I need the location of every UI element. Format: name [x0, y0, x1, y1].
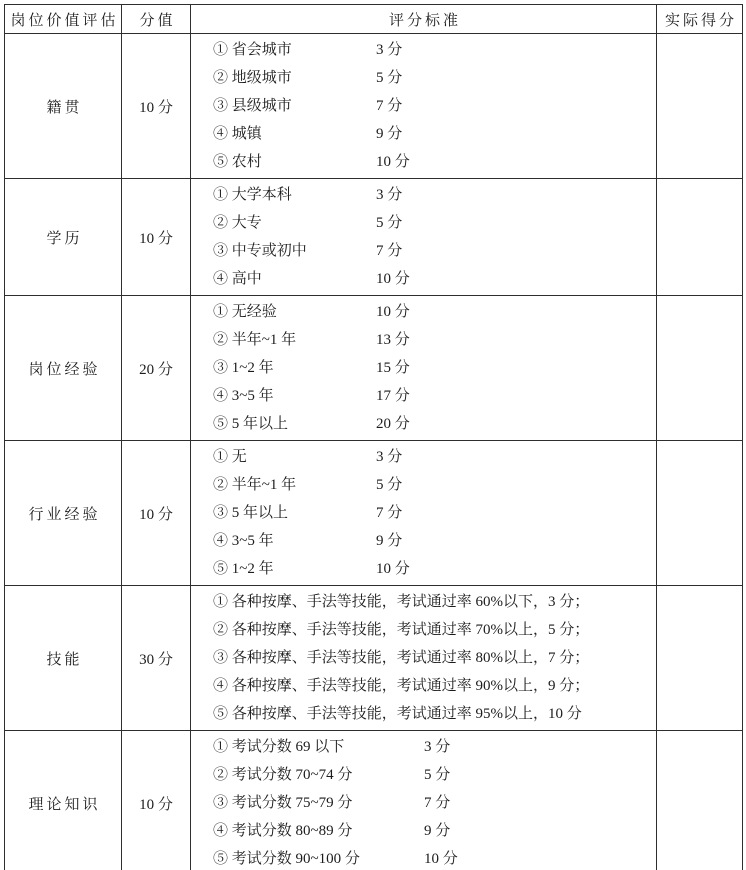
criteria-label: ⑤ 5 年以上 [213, 416, 289, 432]
evaluation-table [4, 4, 743, 870]
criteria-label: ③ 1~2 年 [213, 360, 274, 376]
criteria-score: 5 分 [376, 215, 403, 231]
criteria-line [213, 36, 656, 64]
criteria-line [213, 845, 656, 870]
header-points: 分值 [122, 5, 191, 34]
criteria-score: 5 分 [424, 767, 451, 783]
actual-score-cell [657, 34, 743, 179]
criteria-lines [213, 733, 656, 870]
criteria-cell [191, 296, 657, 441]
criteria-score: 9 分 [376, 126, 403, 142]
criteria-label: ① 考试分数 69 以下 [213, 739, 345, 755]
criteria-score: 10 分 [376, 304, 410, 320]
criteria-lines [213, 181, 656, 293]
criteria-label: ② 地级城市 [213, 70, 292, 86]
criteria-label: ② 半年~1 年 [213, 477, 297, 493]
actual-score-cell [657, 179, 743, 296]
criteria-cell [191, 179, 657, 296]
criteria-line [213, 789, 656, 817]
criteria-score: 7 分 [376, 98, 403, 114]
criteria-label: ④ 3~5 年 [213, 533, 274, 549]
actual-score-cell [657, 586, 743, 731]
criteria-score: 13 分 [376, 332, 410, 348]
criteria-line [213, 354, 656, 382]
criteria-label: ① 省会城市 [213, 42, 292, 58]
criteria-lines [213, 443, 656, 583]
criteria-line [213, 237, 656, 265]
criteria-line [213, 209, 656, 237]
criteria-score: 20 分 [376, 416, 410, 432]
points-cell: 10 分 [122, 441, 191, 586]
criteria-lines [213, 588, 656, 728]
criteria-line [213, 817, 656, 845]
category-cell: 理论知识 [5, 731, 122, 870]
criteria-label: ④ 考试分数 80~89 分 [213, 823, 353, 839]
criteria-score: 3 分 [376, 42, 403, 58]
criteria-cell [191, 586, 657, 731]
criteria-label: ② 大专 [213, 215, 262, 231]
category-cell: 籍贯 [5, 34, 122, 179]
table-row [5, 441, 743, 586]
header-category: 岗位价值评估 [5, 5, 122, 34]
criteria-line [213, 298, 656, 326]
table-row [5, 586, 743, 731]
criteria-score: 7 分 [424, 795, 451, 811]
header-actual-score: 实际得分 [657, 5, 743, 34]
criteria-line [213, 555, 656, 583]
criteria-label: ⑤ 考试分数 90~100 分 [213, 851, 360, 867]
points-cell: 10 分 [122, 731, 191, 870]
criteria-line [213, 181, 656, 209]
actual-score-cell [657, 731, 743, 870]
table-row [5, 731, 743, 870]
header-row [5, 5, 743, 34]
criteria-label: ③ 考试分数 75~79 分 [213, 795, 353, 811]
criteria-label: ④ 城镇 [213, 126, 262, 142]
criteria-cell [191, 34, 657, 179]
criteria-line [213, 64, 656, 92]
criteria-score: 7 分 [376, 505, 403, 521]
criteria-label: ② 考试分数 70~74 分 [213, 767, 353, 783]
criteria-line [213, 120, 656, 148]
criteria-score: 10 分 [376, 561, 410, 577]
criteria-line [213, 471, 656, 499]
criteria-label: ⑤ 农村 [213, 154, 262, 170]
criteria-score: 3 分 [376, 449, 403, 465]
points-cell: 20 分 [122, 296, 191, 441]
criteria-line [213, 326, 656, 354]
criteria-line [213, 92, 656, 120]
criteria-label: ⑤ 1~2 年 [213, 561, 274, 577]
criteria-score: 17 分 [376, 388, 410, 404]
category-cell: 学历 [5, 179, 122, 296]
criteria-score: 3 分 [424, 739, 451, 755]
criteria-lines [213, 36, 656, 176]
points-cell: 10 分 [122, 179, 191, 296]
criteria-cell [191, 731, 657, 870]
category-cell: 岗位经验 [5, 296, 122, 441]
criteria-label: ③ 中专或初中 [213, 243, 307, 259]
criteria-line [213, 761, 656, 789]
actual-score-cell [657, 441, 743, 586]
criteria-line [213, 499, 656, 527]
criteria-line: ① 各种按摩、手法等技能，考试通过率 60%以下，3 分； [213, 594, 590, 610]
criteria-score: 7 分 [376, 243, 403, 259]
table-row [5, 296, 743, 441]
category-cell: 技能 [5, 586, 122, 731]
criteria-score: 10 分 [424, 851, 458, 867]
criteria-lines [213, 298, 656, 438]
actual-score-cell [657, 296, 743, 441]
criteria-score: 5 分 [376, 70, 403, 86]
points-cell: 10 分 [122, 34, 191, 179]
criteria-line [213, 527, 656, 555]
criteria-line: ⑤ 各种按摩、手法等技能，考试通过率 95%以上，10 分 [213, 706, 582, 722]
criteria-label: ② 半年~1 年 [213, 332, 297, 348]
table-row [5, 179, 743, 296]
criteria-score: 3 分 [376, 187, 403, 203]
criteria-score: 10 分 [376, 154, 410, 170]
table-row [5, 34, 743, 179]
header-criteria: 评分标准 [191, 5, 657, 34]
criteria-label: ① 无经验 [213, 304, 277, 320]
criteria-line [213, 410, 656, 438]
criteria-line: ③ 各种按摩、手法等技能，考试通过率 80%以上，7 分； [213, 650, 590, 666]
criteria-cell [191, 441, 657, 586]
criteria-score: 9 分 [376, 533, 403, 549]
criteria-score: 15 分 [376, 360, 410, 376]
category-cell: 行业经验 [5, 441, 122, 586]
criteria-label: ④ 高中 [213, 271, 262, 287]
criteria-line: ② 各种按摩、手法等技能，考试通过率 70%以上，5 分； [213, 622, 590, 638]
criteria-label: ④ 3~5 年 [213, 388, 274, 404]
criteria-line [213, 733, 656, 761]
criteria-line: ④ 各种按摩、手法等技能，考试通过率 90%以上，9 分； [213, 678, 590, 694]
criteria-label: ③ 县级城市 [213, 98, 292, 114]
criteria-line [213, 265, 656, 293]
points-cell: 30 分 [122, 586, 191, 731]
criteria-line [213, 382, 656, 410]
criteria-line [213, 443, 656, 471]
criteria-label: ③ 5 年以上 [213, 505, 289, 521]
criteria-score: 10 分 [376, 271, 410, 287]
criteria-line [213, 148, 656, 176]
criteria-label: ① 无 [213, 449, 247, 465]
criteria-label: ① 大学本科 [213, 187, 292, 203]
criteria-score: 5 分 [376, 477, 403, 493]
criteria-score: 9 分 [424, 823, 451, 839]
